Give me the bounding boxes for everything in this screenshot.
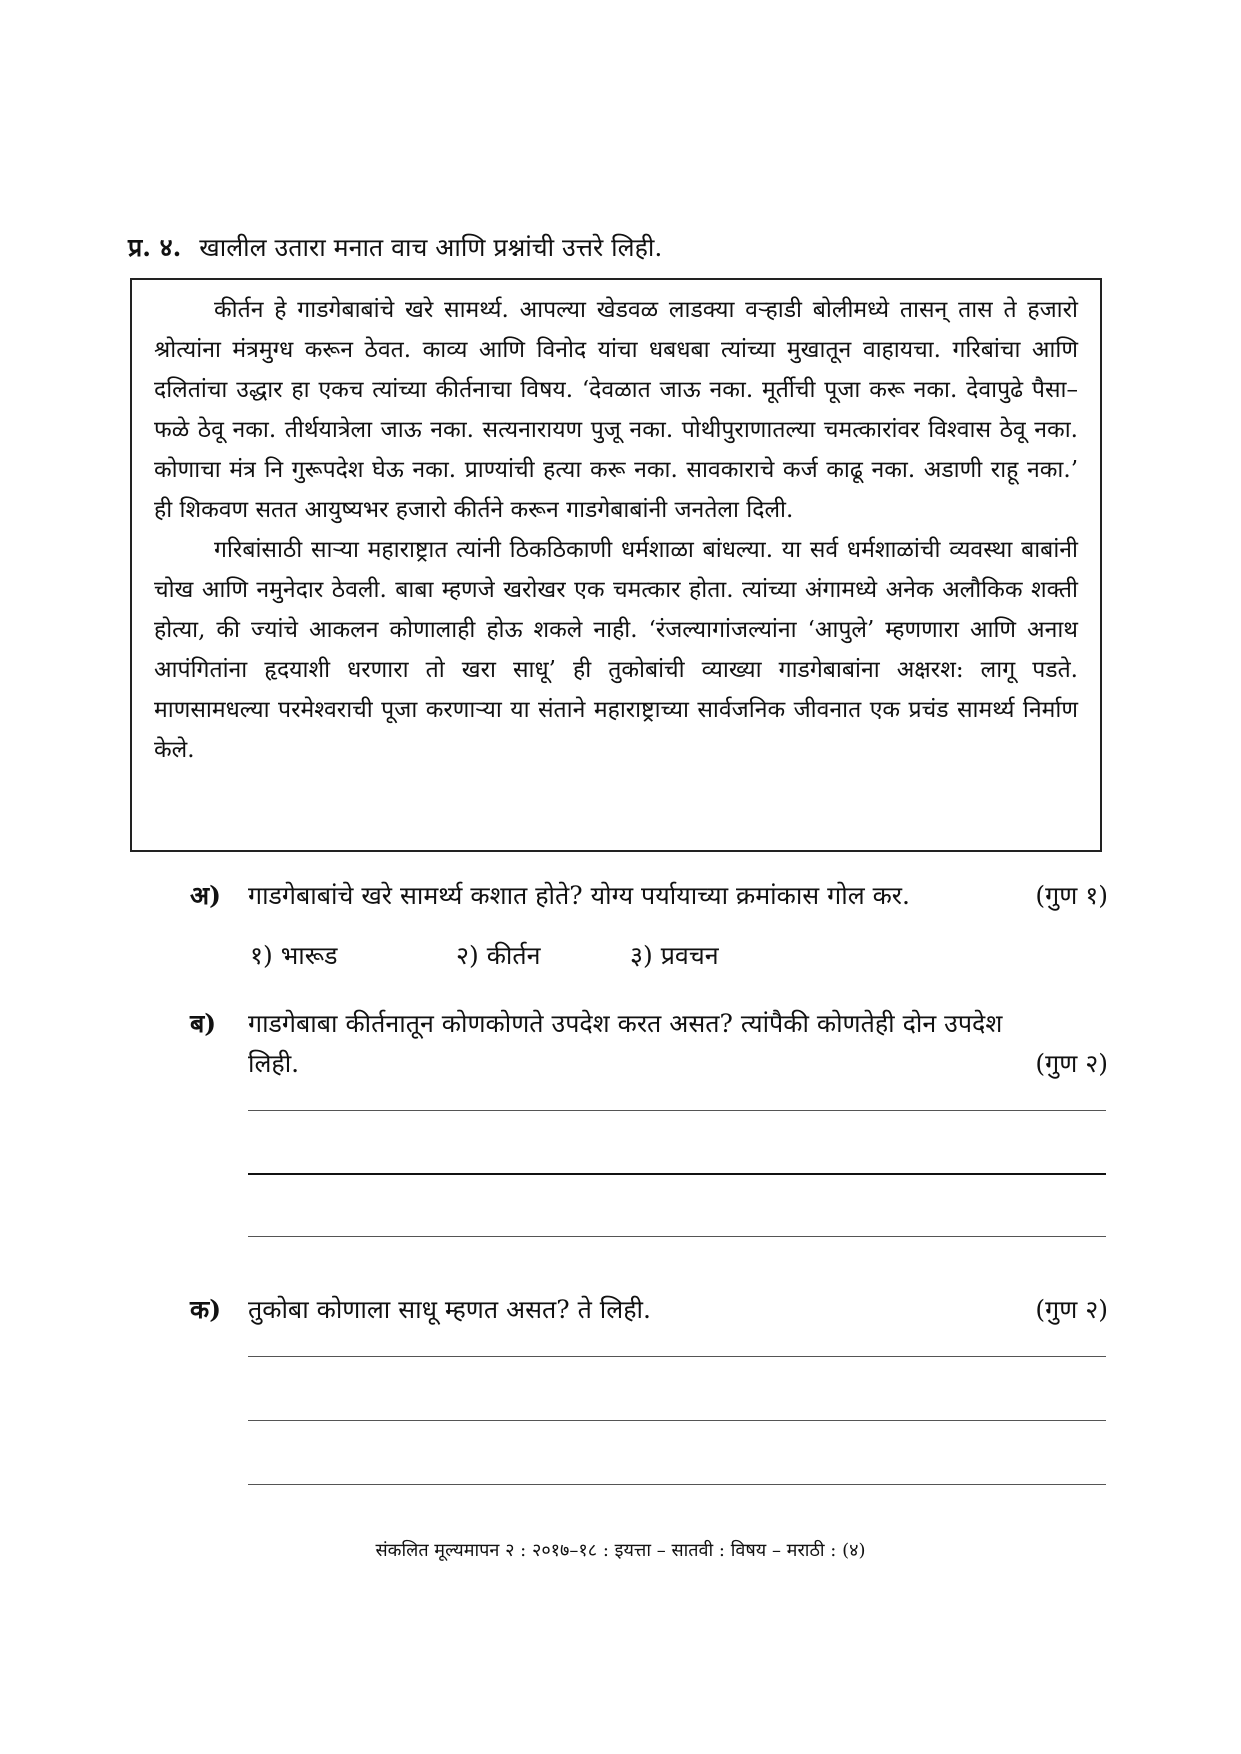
- question-heading: [128, 228, 1128, 268]
- sub-question-b: [190, 1004, 1108, 1084]
- passage-paragraph-1: कीर्तन हे गाडगेबाबांचे खरे सामर्थ्य. आपल्या खेडवळ लाडक्या वऱ्हाडी बोलीमध्ये तासन् तास ते हजारो श्रोत्यांना मंत्रमुग्ध करून ठेवत. काव्य आणि विनोद यांचा धबधबा त्यांच्या मुखातून वाहायचा. गरिबांचा आणि दलितांचा उद्धार हा एकच त्यांच्या कीर्तनाचा विषय. ‘देवळात जाऊ नका. मूर्तीची पूजा करू नका. देवापुढे पैसा–फळे ठेवू नका. तीर्थयात्रेला जाऊ नका. सत्यनारायण पुजू नका. पोथीपुराणातल्या चमत्कारांवर विश्वास ठेवू नका. कोणाचा मंत्र नि गुरूपदेश घेऊ नका. प्राण्यांची हत्या करू नका. सावकाराचे कर्ज काढू नका. अडाणी राहू नका.’ ही शिकवण सतत आयुष्यभर हजारो कीर्तने करून गाडगेबाबांनी जनतेला दिली.: [154, 297, 1078, 523]
- answer-line-b-2[interactable]: [248, 1173, 1106, 1175]
- question-number: प्र. ४.: [128, 233, 182, 262]
- sub-question-a: [190, 876, 1108, 916]
- sub-question-b-text: गाडगेबाबा कीर्तनातून कोणकोणते उपदेश करत असत? त्यांपैकी कोणतेही दोन उपदेश लिही.: [248, 1009, 1003, 1078]
- option-1[interactable]: १) भारूड: [250, 941, 338, 970]
- page-footer: संकलित मूल्यमापन २ : २०१७–१८ : इयत्ता – सातवी : विषय – मराठी : (४): [375, 1540, 866, 1561]
- sub-question-a-marks: (गुण १): [1035, 881, 1108, 910]
- option-3[interactable]: ३) प्रवचन: [630, 941, 719, 970]
- sub-question-b-label: ब): [190, 1009, 217, 1038]
- answer-line-c-3[interactable]: [248, 1484, 1106, 1485]
- sub-question-a-text: गाडगेबाबांचे खरे सामर्थ्य कशात होते? योग्य पर्यायाच्या क्रमांकास गोल कर.: [248, 881, 910, 910]
- sub-question-b-marks: (गुण २): [1035, 1049, 1108, 1078]
- sub-question-c: [190, 1290, 1108, 1330]
- passage-paragraph-2: गरिबांसाठी साऱ्या महाराष्ट्रात त्यांनी ठिकठिकाणी धर्मशाळा बांधल्या. या सर्व धर्मशाळांची व्यवस्था बाबांनी चोख आणि नमुनेदार ठेवली. बाबा म्हणजे खरोखर एक चमत्कार होता. त्यांच्या अंगामध्ये अनेक अलौकिक शक्ती होत्या, की ज्यांचे आकलन कोणालाही होऊ शकले नाही. ‘रंजल्यागांजल्यांना ‘आपुले’ म्हणणारा आणि अनाथ आपंगितांना हृदयाशी धरणारा तो खरा साधू’ ही तुकोबांची व्याख्या गाडगेबाबांना अक्षरश: लागू पडते. माणसामधल्या परमेश्वराची पूजा करणाऱ्या या संताने महाराष्ट्राच्या सार्वजनिक जीवनात एक प्रचंड सामर्थ्य निर्माण केले.: [154, 537, 1078, 763]
- sub-question-c-text: तुकोबा कोणाला साधू म्हणत असत? ते लिही.: [248, 1295, 651, 1324]
- sub-question-c-label: क): [190, 1295, 222, 1324]
- answer-line-c-1[interactable]: [248, 1356, 1106, 1357]
- answer-line-c-2[interactable]: [248, 1420, 1106, 1421]
- question-instruction: खालील उतारा मनात वाच आणि प्रश्नांची उत्तरे लिही.: [199, 233, 663, 262]
- option-2[interactable]: २) कीर्तन: [456, 941, 541, 970]
- sub-question-c-marks: (गुण २): [1035, 1295, 1108, 1324]
- answer-line-b-3[interactable]: [248, 1236, 1106, 1237]
- sub-question-a-label: अ): [190, 881, 221, 910]
- answer-line-b-1[interactable]: [248, 1110, 1106, 1111]
- passage-box: [130, 278, 1102, 852]
